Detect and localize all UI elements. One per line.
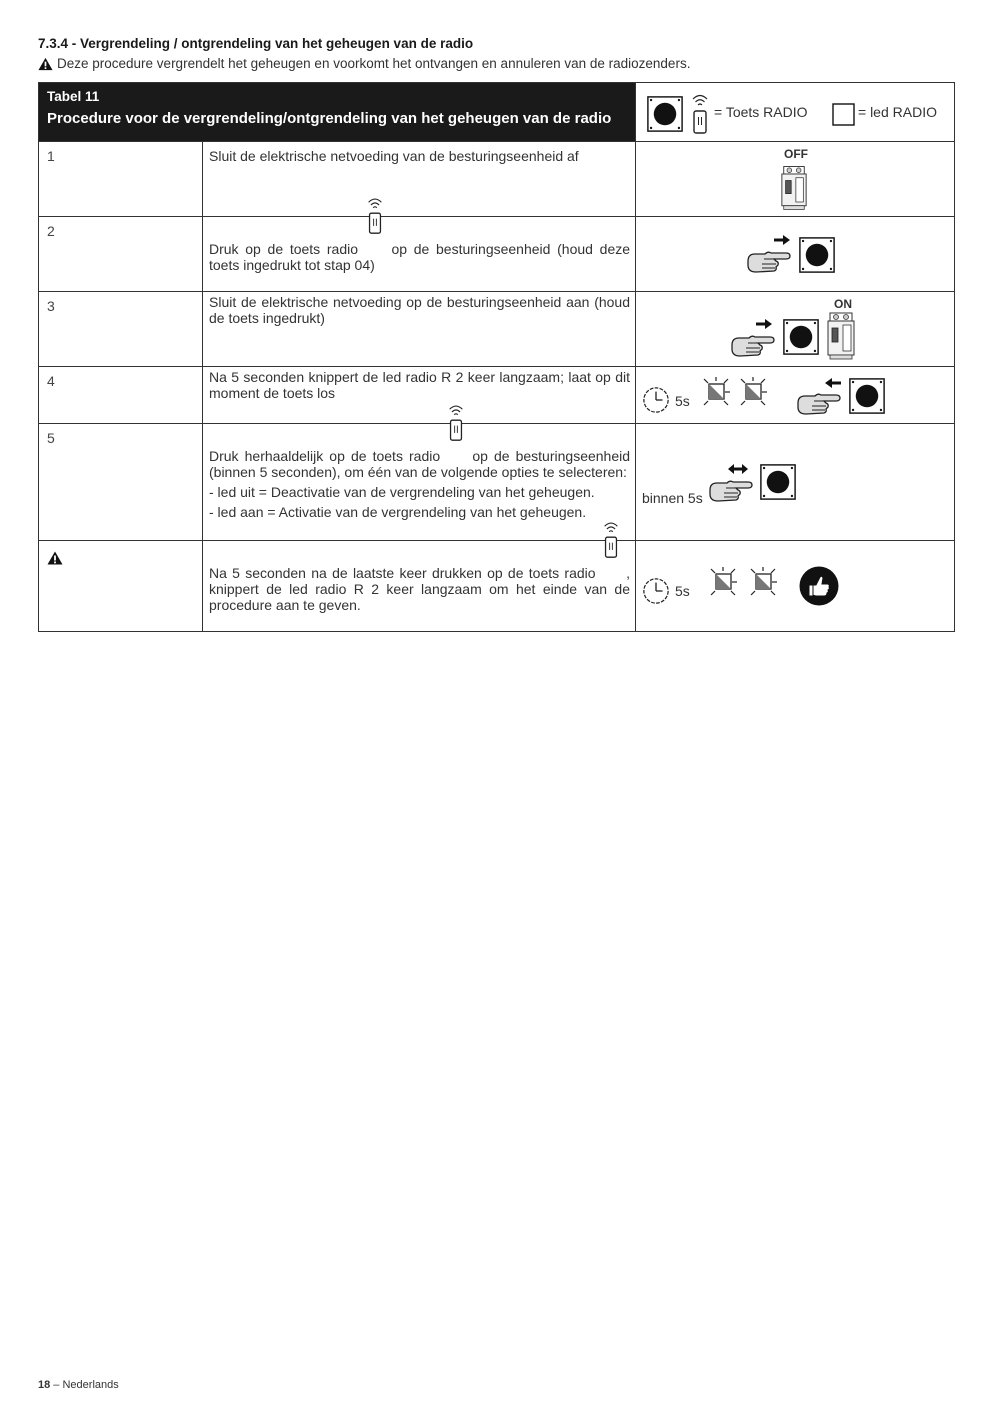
thumbs-up-icon: [799, 566, 839, 606]
clock-icon: [642, 386, 670, 414]
step-text: op de besturingseenheid (houd deze toets ingedrukt tot stap 04): [209, 241, 631, 273]
step-number: 2: [39, 217, 203, 292]
option-led-off: - led uit = Deactivatie van de vergrendeling van het geheugen.: [209, 484, 595, 500]
step-number: 1: [39, 142, 203, 217]
remote-icon: [446, 424, 466, 464]
step-illustration: [636, 541, 955, 632]
step-description: [203, 217, 636, 292]
table-row: [39, 217, 955, 292]
table-label: Tabel 11: [47, 89, 100, 104]
page-number: 18: [38, 1379, 51, 1391]
remote-icon: [601, 541, 621, 581]
step-text: Druk op de toets radio: [209, 241, 359, 257]
led-square-icon: [832, 103, 855, 126]
remote-icon: [690, 90, 710, 136]
step-number: 3: [39, 292, 203, 367]
arrow-right-icon: [756, 319, 772, 329]
circuit-breaker-icon: [780, 164, 808, 212]
step-text: Na 5 seconden na de laatste keer drukken op de toets radio: [209, 565, 596, 581]
radio-button-icon: [760, 464, 796, 500]
step-text: Na 5 seconden knippert de led radio R 2 keer langzaam; laat op dit moment de toets los: [209, 369, 630, 401]
switch-off-label: OFF: [784, 147, 808, 161]
step-description: [203, 541, 636, 632]
step-number: [39, 541, 203, 632]
table-row: [39, 541, 955, 632]
step-illustration: [636, 424, 955, 541]
pointing-hand-icon: [796, 387, 842, 417]
intro-text: Deze procedure vergrendelt het geheugen en voorkomt het ontvangen en annuleren van de radiozenders.: [57, 56, 691, 71]
step-illustration: [636, 217, 955, 292]
time-label: binnen 5s: [642, 490, 703, 506]
table-row: [39, 367, 955, 424]
warning-icon: [38, 57, 53, 71]
led-blink-icon: [701, 377, 731, 407]
step-text: op de besturingseenheid (binnen 5 seconden), om één van de volgende opties te selecteren:: [209, 448, 631, 480]
step-illustration: [636, 367, 955, 424]
remote-icon: [365, 217, 385, 257]
time-label: 5s: [675, 393, 690, 409]
clock-icon: [642, 577, 670, 605]
led-blink-icon: [708, 567, 738, 597]
step-text: Sluit de elektrische netvoeding van de besturingseenheid af: [209, 148, 579, 164]
radio-button-icon: [849, 378, 885, 414]
table-row: [39, 142, 955, 217]
step-text: Sluit de elektrische netvoeding op de besturingseenheid aan (houd de toets ingedrukt): [209, 294, 630, 326]
step-number: 5: [39, 424, 203, 541]
table-legend: [636, 83, 955, 142]
table-header: [39, 83, 636, 142]
arrow-both-icon: [728, 464, 748, 474]
warning-icon: [47, 551, 63, 565]
step-illustration: [636, 142, 955, 217]
step-number: 4: [39, 367, 203, 424]
step-description: [203, 424, 636, 541]
pointing-hand-icon: [708, 474, 754, 504]
legend-button-label: = Toets RADIO: [714, 104, 808, 120]
pointing-hand-icon: [746, 245, 792, 275]
section-heading: 7.3.4 - Vergrendeling / ontgrendeling van het geheugen van de radio: [38, 36, 474, 51]
led-blink-icon: [738, 377, 768, 407]
step-description: [203, 367, 636, 424]
option-led-on: - led aan = Activatie van de vergrendeling van het geheugen.: [209, 504, 587, 520]
procedure-table: [38, 82, 955, 632]
step-description: [203, 142, 636, 217]
step-illustration: [636, 292, 955, 367]
radio-button-icon: [783, 319, 819, 355]
radio-button-icon: [647, 96, 683, 132]
switch-on-label: ON: [834, 297, 852, 311]
legend-led-label: = led RADIO: [858, 104, 937, 120]
arrow-right-icon: [774, 235, 790, 245]
step-text: Druk herhaaldelijk op de toets radio: [209, 448, 441, 464]
radio-button-icon: [799, 237, 835, 273]
footer-language: Nederlands: [62, 1379, 119, 1391]
led-blink-icon: [748, 567, 778, 597]
footer-separator: –: [50, 1379, 63, 1391]
step-description: [203, 292, 636, 367]
page-footer: [38, 1379, 119, 1391]
time-label: 5s: [675, 583, 690, 599]
table-row: [39, 424, 955, 541]
table-row: [39, 292, 955, 367]
circuit-breaker-icon: [826, 312, 856, 360]
table-header-row: [39, 83, 955, 142]
section-intro: [38, 56, 690, 71]
pointing-hand-icon: [730, 329, 776, 359]
step-text: , knippert de led radio R 2 keer langzaam om het einde van de procedure aan te geven.: [209, 565, 630, 613]
table-title: Procedure voor de vergrendeling/ontgrendeling van het geheugen van de radio: [47, 110, 612, 127]
